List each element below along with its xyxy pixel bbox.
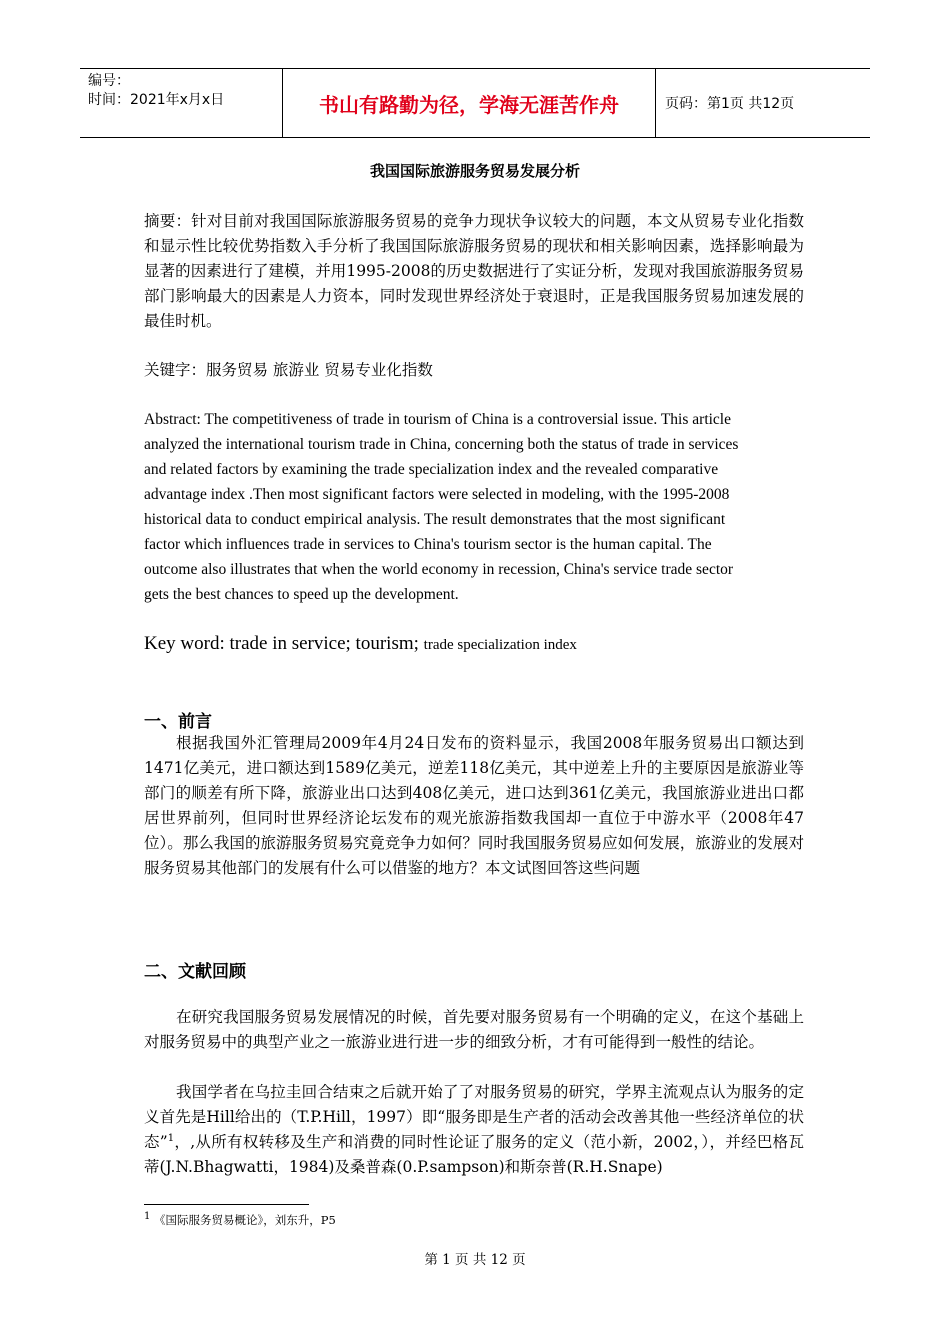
- abstract-en-line: advantage index .Then most significant factors were selected in modeling, with the 1995-2008: [144, 486, 730, 503]
- footnote-reference[interactable]: 1: [167, 1132, 175, 1144]
- page-number: 第 1 页 共 12 页: [424, 1252, 526, 1268]
- keywords-en: [144, 630, 804, 659]
- number-label: 编号：: [88, 73, 130, 89]
- footnote-divider: [144, 1204, 309, 1205]
- abstract-en-line: gets the best chances to speed up the development.: [144, 586, 459, 603]
- keywords-en-suffix: trade specialization index: [423, 637, 577, 653]
- abstract-en-line: factor which influences trade in services to China's tourism sector is the human capital. The: [144, 536, 712, 553]
- section-intro-paragraph: 根据我国外汇管理局2009年4月24日发布的资料显示，我国2008年服务贸易出口额达到1471亿美元，进口额达到1589亿美元，逆差118亿美元，其中逆差上升的主要原因是旅游业等部门的顺差有所下降，旅游业出口达到408亿美元，进口达到361亿美元，我国旅游业进出口都居世界前列，但同时世界经济论坛发布的观光旅游指数我国却一直位于中游水平（2008年47位）。那么我国的旅游服务贸易究竟竞争力如何？同时我国服务贸易应如何发展，旅游业的发展对服务贸易其他部门的发展有什么可以借鉴的地方？本文试图回答这些问题: [144, 734, 804, 877]
- section-heading-literature: 二、文献回顾: [144, 962, 246, 982]
- document-title: 我国国际旅游服务贸易发展分析: [369, 162, 580, 180]
- abstract-en-line: historical data to conduct empirical analysis. The result demonstrates that the most significant: [144, 511, 726, 528]
- abstract-en-line: outcome also illustrates that when the world economy in recession, China's service trade sector: [144, 561, 734, 578]
- abstract-en: [144, 407, 804, 607]
- keywords-zh: 关键字：服务贸易 旅游业 贸易专业化指数: [144, 361, 433, 379]
- literature-paragraph-2-text-b: ，,从所有权转移及生产和消费的同时性论证了服务的定义（范小新，2002，），并经巴格瓦蒂(J.N.Bhagwatti，1984)及桑普森(0.P.sampson)和斯奈普(R.H.Snape): [144, 1133, 804, 1176]
- section-heading-intro: 一、前言: [144, 712, 212, 732]
- abstract-en-line: and related factors by examining the trade specialization index and the revealed comparative: [144, 461, 719, 478]
- header-motto: 书山有路勤为径，学海无涯苦作舟: [282, 69, 656, 137]
- literature-paragraph-1: 在研究我国服务贸易发展情况的时候，首先要对服务贸易有一个明确的定义，在这个基础上对服务贸易中的典型产业之一旅游业进行进一步的细致分析，才有可能得到一般性的结论。: [144, 1008, 804, 1051]
- footnote: [144, 1212, 336, 1228]
- footnote-text: 《国际服务贸易概论》，刘东升，P5: [150, 1213, 336, 1227]
- abstract-en-line: analyzed the international tourism trade in China, concerning both the status of trade in services: [144, 436, 739, 453]
- footnote-mark: 1: [144, 1211, 151, 1223]
- page-header: [80, 68, 870, 138]
- header-meta: [80, 69, 282, 137]
- abstract-zh: 摘要：针对目前对我国国际旅游服务贸易的竞争力现状争议较大的问题，本文从贸易专业化指数和显示性比较优势指数入手分析了我国国际旅游服务贸易的现状和相关影响因素，选择影响最为显著的因素进行了建模，并用1995-2008的历史数据进行了实证分析，发现对我国旅游服务贸易部门影响最大的因素是人力资本，同时发现世界经济处于衰退时，正是我国服务贸易加速发展的最佳时机。: [144, 212, 804, 330]
- abstract-en-line: Abstract: The competitiveness of trade in tourism of China is a controversial issue. This article: [144, 411, 731, 428]
- time-label: 时间：2021年x月x日: [88, 92, 225, 108]
- header-page-info: 页码：第1页 共12页: [665, 96, 795, 112]
- literature-paragraph-2: [144, 1080, 804, 1180]
- literature-paragraph-2-text-a: 我国学者在乌拉圭回合结束之后就开始了了对服务贸易的研究，学界主流观点认为服务的定义首先是Hill给出的（T.P.Hill，1997）即“服务即是生产者的活动会改善其他一些经济单位的状态”: [144, 1083, 804, 1151]
- keywords-en-prefix: Key word: trade in service; tourism;: [144, 633, 424, 654]
